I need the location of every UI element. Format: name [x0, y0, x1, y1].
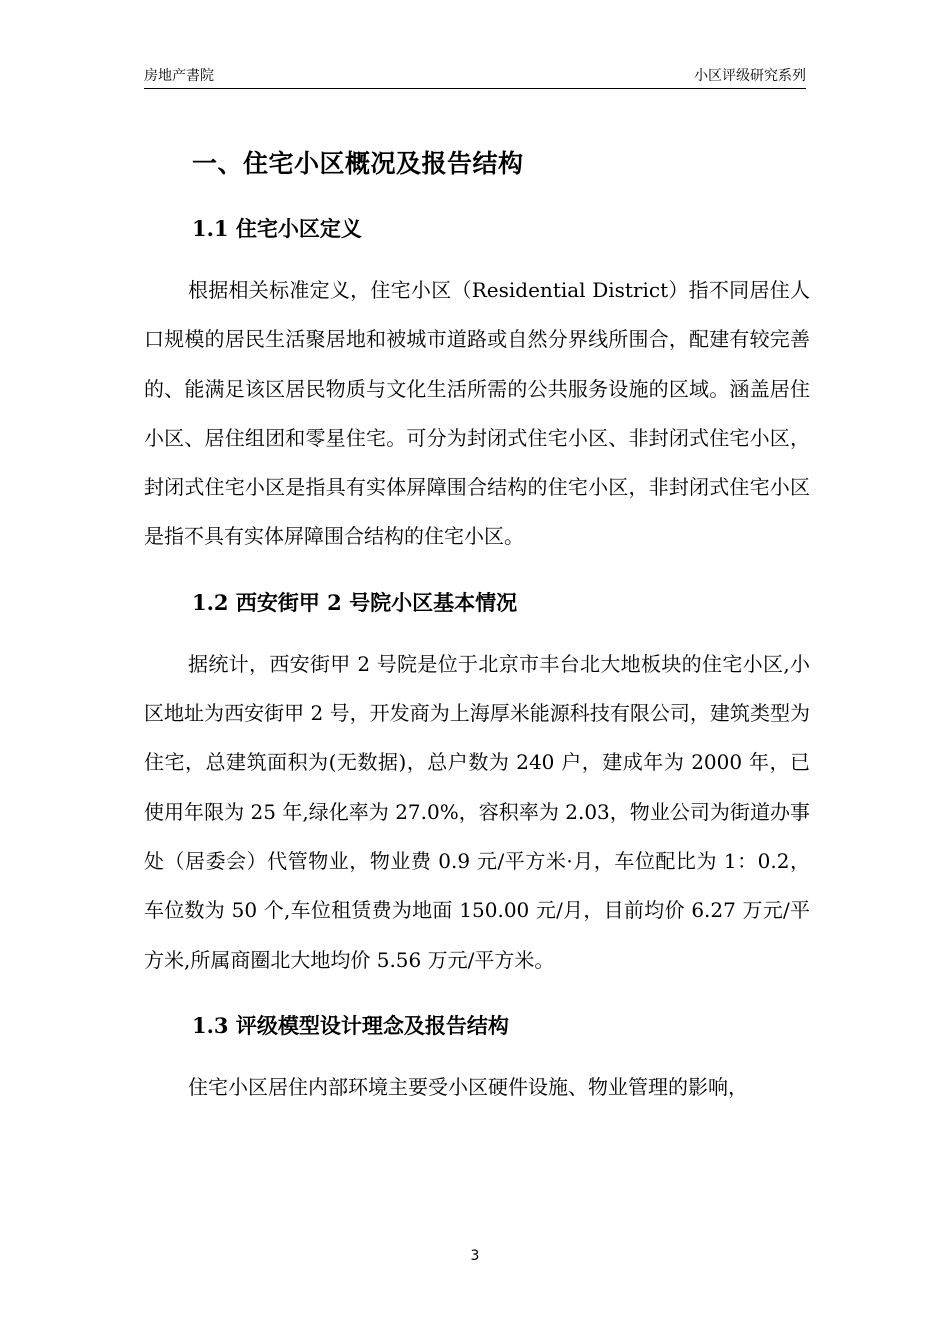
page-header — [144, 66, 806, 89]
header-series-title: 小区评级研究系列 — [694, 68, 806, 84]
subsection-title-1-2: 1.2 西安街甲 2 号院小区基本情况 — [192, 589, 518, 615]
page-number: 3 — [470, 1248, 480, 1264]
paragraph-definition: 根据相关标准定义，住宅小区（Residential District）指不同居住人口规模的居民生活聚居地和被城市道路或自然分界线所围合，配建有较完善的、能满足该区居民物质与文化生活所需的公共服务设施的区域。涵盖居住小区、居住组团和零星住宅。可分为封闭式住宅小区、非封闭式住宅小区，封闭式住宅小区是指具有实体屏障围合结构的住宅小区，非封闭式住宅小区是指不具有实体屏障围合结构的住宅小区。 — [144, 278, 810, 549]
paragraph-basic-info: 据统计，西安街甲 2 号院是位于北京市丰台北大地板块的住宅小区,小区地址为西安街甲 2 号，开发商为上海厚米能源科技有限公司，建筑类型为住宅，总建筑面积为(无数据)，总户数为 240 户，建成年为 2000 年，已使用年限为 25 年,绿化率为 27.0%，容积率为 2.03，物业公司为街道办事处（居委会）代管物业，物业费 0.9 元/平方米·月，车位配比为 1：0.2，车位数为 50 个,车位租赁费为地面 150.00 元/月，目前均价 6.27 万元/平方米,所属商圈北大地均价 5.56 万元/平方米。 — [144, 651, 810, 972]
section-title: 一、住宅小区概况及报告结构 — [192, 149, 524, 178]
document-body — [144, 140, 810, 1112]
header-publisher: 房地产書院 — [144, 68, 214, 84]
subsection-title-1-3: 1.3 评级模型设计理念及报告结构 — [192, 1012, 509, 1038]
subsection-title-1-1: 1.1 住宅小区定义 — [192, 216, 362, 241]
paragraph-model-design: 住宅小区居住内部环境主要受小区硬件设施、物业管理的影响， — [188, 1074, 748, 1099]
